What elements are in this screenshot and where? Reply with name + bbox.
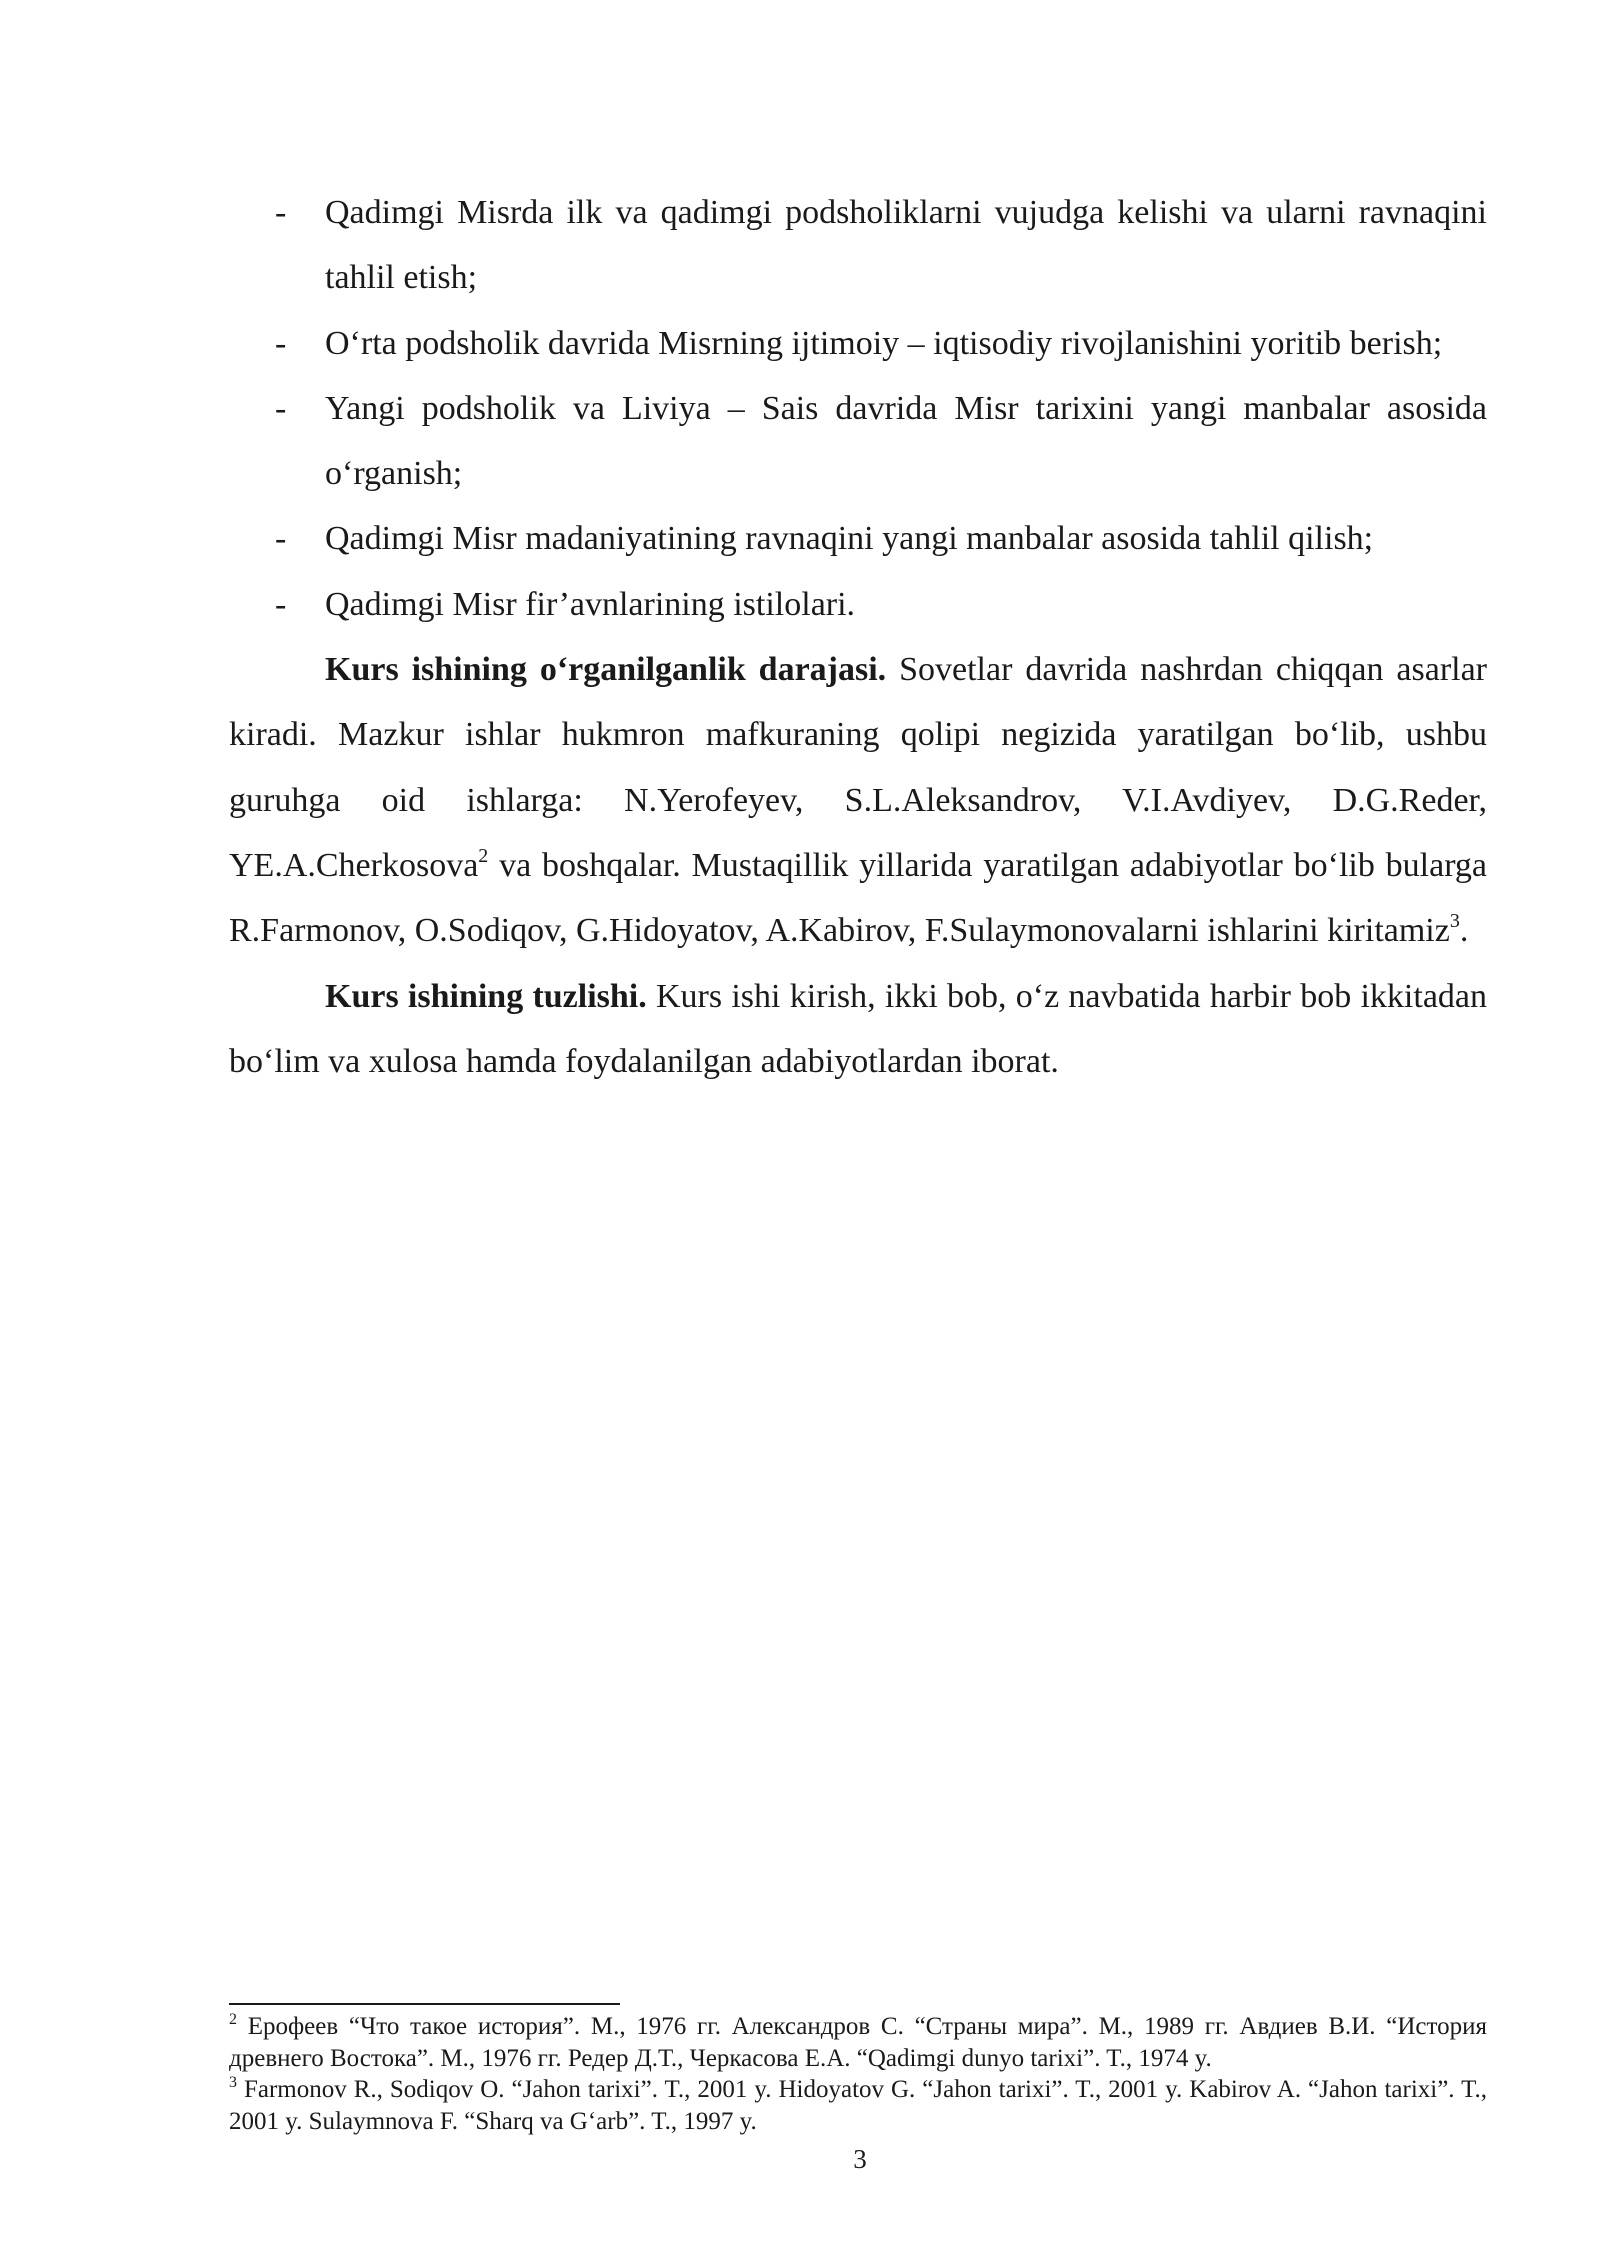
main-text [229, 180, 1487, 1094]
paragraph-heading: Kurs ishining tuzlishi. [325, 977, 647, 1015]
list-item [229, 311, 1487, 376]
list-item-text: O‘rta podsholik davrida Misrning ijtimoiy – iqtisodiy rivojlanishini yoritib berish; [325, 324, 1443, 362]
footnote-separator [229, 2003, 620, 2005]
bullet-dash: - [275, 194, 287, 231]
list-item [229, 572, 1487, 637]
list-item-text: Yangi podsholik va Liviya – Sais davrida Misr tarixini yangi manbalar asosida o‘rganish; [325, 389, 1487, 493]
footnote-marker: 3 [229, 2074, 237, 2091]
footnote-marker: 2 [229, 2011, 237, 2028]
footnotes [229, 2011, 1487, 2137]
footnote-text: Farmonov R., Sodiqov O. “Jahon tarixi”. T., 2001 y. Hidoyatov G. “Jahon tarixi”. T., 2001 y. Kabirov A. “Jahon tarixi”. T., 2001 y. Sulaymnova F. “Sharq va G‘arb”. T., 1997 y. [229, 2076, 1487, 2135]
footnote [229, 2074, 1487, 2137]
paragraph-heading: Kurs ishining o‘rganilganlik darajasi. [325, 651, 887, 689]
list-item [229, 506, 1487, 571]
bullet-dash: - [275, 520, 287, 558]
list-item-text: Qadimgi Misrda ilk va qadimgi podsholiklarni vujudga kelishi va ularni ravnaqini tahlil etish; [325, 194, 1487, 297]
list-item-text: Qadimgi Misr fir’avnlarining istilolari. [325, 585, 856, 623]
list-item [229, 376, 1487, 507]
bullet-dash: - [275, 324, 287, 362]
bullet-dash: - [275, 389, 287, 427]
footnote-reference[interactable]: 2 [478, 844, 489, 867]
study-level-paragraph [229, 637, 1487, 963]
list-item-text: Qadimgi Misr madaniyatining ravnaqini yangi manbalar asosida tahlil qilish; [325, 520, 1374, 558]
paragraph-text: Kurs ishi kirish, ikki bob, o‘z navbatida harbir bob ikkitadan bo‘lim va xulosa hamda foydalanilgan adabiyotlardan iborat. [229, 977, 1487, 1080]
list-item [229, 180, 1487, 311]
paragraph-text: Sovetlar davrida nashrdan chiqqan asarlar kiradi. Mazkur ishlar hukmron mafkuraning qolipi negizida yaratilgan bo‘lib, ushbu guruhga oid ishlarga: N.Yerofeyev, S.L.Aleksandrov, V.I.Avdiyev, D.G.Reder, YE.A.Cherkosova [229, 651, 1487, 884]
page-number: 3 [853, 2144, 867, 2174]
footnote-text: Ерофеев “Что такое история”. М., 1976 гг. Александров С. “Страны мира”. М., 1989 гг. Авдиев В.И. “История древнего Востока”. М., 1976 гг. Редер Д.Т., Черкасова Е.А. “Qadimgi dunyo tarixi”. T., 1974 y. [229, 2013, 1487, 2072]
paragraph-text: va boshqalar. Mustaqillik yillarida yaratilgan adabiyotlar bo‘lib bularga R.Farmonov, O.Sodiqov, G.Hidoyatov, A.Kabirov, F.Sulaymonovalarni ishlarini kiritamiz [229, 846, 1487, 950]
structure-paragraph [229, 964, 1487, 1095]
footnote [229, 2011, 1487, 2074]
bullet-dash: - [275, 585, 287, 623]
paragraph-text: . [1459, 912, 1469, 950]
footnote-reference[interactable]: 3 [1449, 910, 1460, 933]
